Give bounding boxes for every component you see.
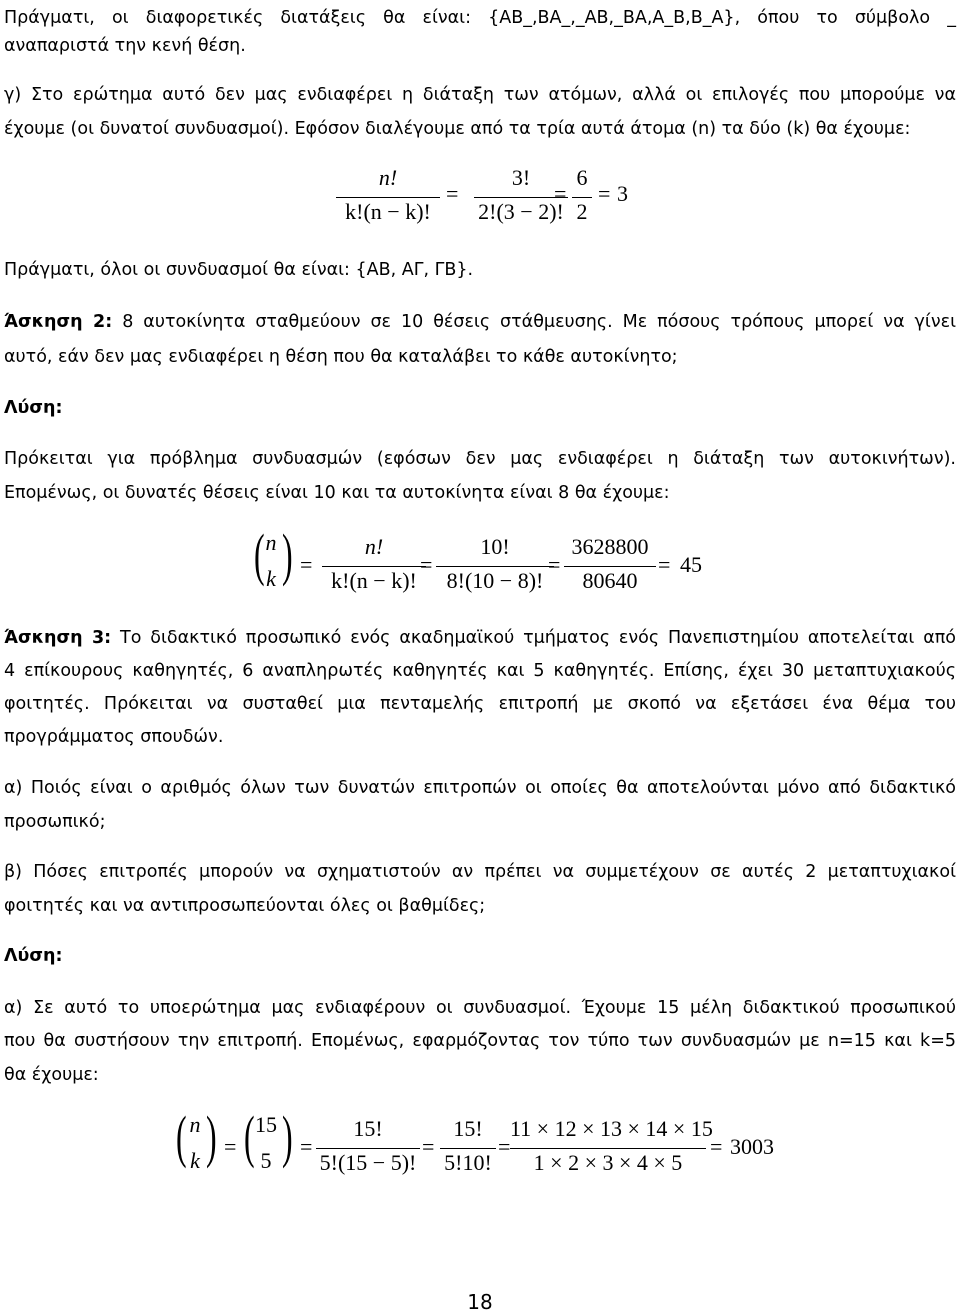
text-line: φοιτητές και να αντιπροσωπεύονται όλες οι βαθμίδες; [4,896,486,916]
result: 3003 [730,1134,774,1159]
solution-heading: Λύση: [4,946,63,966]
text-line: α) Ποιός είναι ο αριθμός όλων των δυνατών επιτροπών οι οποίες θα αποτελούνται μόνο από διδακτικό [4,778,956,798]
binom-bottom: 5 [260,1148,272,1173]
fraction [440,1116,496,1186]
equals-sign: = [224,1134,237,1159]
text-line: έχουμε (οι δυνατοί συνδυασμοί). Εφόσον διαλέγουμε από τα τρία αυτά άτομα (n) τα δύο (k) θα έχουμε: [4,119,911,139]
binom-top: 15 [255,1112,277,1137]
fraction-bar [510,1148,706,1149]
paren-left: ( [254,522,265,587]
text-line: Επομένως, οι δυνατές θέσεις είναι 10 και τα αυτοκίνητα είναι 8 θα έχουμε: [4,483,670,503]
numerator: 15! [453,1116,483,1141]
text-line: α) Σε αυτό το υποερώτημα μας ενδιαφέρουν οι συνδυασμοί. Έχουμε 15 μέλη διδακτικού προσωπικού [4,998,956,1018]
text-line: θα έχουμε: [4,1065,99,1085]
numerator: 10! [480,534,510,559]
result: 3 [617,181,628,206]
text-line: που θα συστήσουν την επιτροπή. Επομένως, εφαρμόζοντας τον τύπο των συνδυασμών με n=15 και k=5 [4,1031,956,1051]
exercise-title: Άσκηση 2: [4,312,113,332]
fraction-bar [322,566,426,567]
numerator: 3628800 [571,534,649,559]
equals-sign: = [658,552,671,577]
fraction-bar [440,1148,496,1149]
exercise-text: 8 αυτοκίνητα σταθμεύουν σε 10 θέσεις στάθμευσης. Με πόσους τρόπους μπορεί να γίνει [112,312,956,332]
numerator: 15! [353,1116,383,1141]
page-number: 18 [467,1290,493,1314]
fraction [572,165,592,235]
denominator: 5!(15 − 5)! [319,1150,417,1175]
text-line: προσωπικό; [4,812,106,832]
binomial [264,530,278,592]
text-line: γ) Στο ερώτημα αυτό δεν μας ενδιαφέρει η διάταξη των ατόμων, αλλά οι επιλογές που μπορούμε να [4,85,956,105]
fraction-bar [316,1148,420,1149]
text-line: Πράγματι, όλοι οι συνδυασμοί θα είναι: {ΑΒ, ΑΓ, ΓΒ}. [4,260,474,280]
equals-sign: = [710,1134,723,1159]
text-line: προγράμματος σπουδών. [4,727,224,747]
text-line: β) Πόσες επιτροπές μπορούν να σχηματιστούν αν πρέπει να συμμετέχουν σε αυτές 2 μεταπτυχιακοί [4,862,956,882]
text-line: αυτό, εάν δεν μας ενδιαφέρει η θέση που θα καταλάβει το κάθε αυτοκίνητο; [4,347,678,367]
equals-sign: = [498,1134,511,1159]
fraction-bar [572,197,592,198]
denominator: 5!10! [444,1150,492,1175]
paren-right: ) [282,1104,293,1169]
fraction [564,534,656,604]
equals-sign: = [300,552,313,577]
equals-sign: = [420,552,433,577]
denominator: k!(n − k)! [345,199,431,224]
numerator: 11 × 12 × 13 × 14 × 15 [510,1116,713,1141]
text-line: 4 επίκουρους καθηγητές, 6 αναπληρωτές καθηγητές και 5 καθηγητές. Επίσης, έχει 30 μεταπτυχιακούς [4,661,956,681]
denominator: 2 [576,199,588,224]
paren-left: ( [176,1104,187,1169]
denominator: 8!(10 − 8)! [446,568,544,593]
paren-right: ) [282,522,293,587]
binom-bottom: k [266,566,276,591]
numerator: 6 [576,165,588,190]
text-line: αναπαριστά την κενή θέση. [4,36,246,56]
binom-top: n [189,1112,201,1137]
fraction [316,1116,420,1186]
denominator: k!(n − k)! [331,568,417,593]
equals-sign: = [554,181,567,206]
numerator: n! [364,534,384,559]
equals-sign: = [598,181,611,206]
fraction-bar [336,197,440,198]
numerator: 3! [511,165,531,190]
fraction-bar [436,566,554,567]
text-line: φοιτητές. Πρόκειται να συσταθεί μια πενταμελής επιτροπή με σκοπό να εξετάσει ένα θέμα του [4,694,956,714]
result: 45 [680,552,702,577]
binom-top: n [265,530,277,555]
text-line: Πρόκειται για πρόβλημα συνδυασμών (εφόσων δεν μας ενδιαφέρει η διάταξη των αυτοκινήτων). [4,449,956,469]
binomial [188,1112,202,1174]
exercise-text: Το διδακτικό προσωπικό ενός ακαδημαϊκού τμήματος ενός Πανεπιστημίου αποτελείται από [111,628,956,648]
fraction [322,534,426,604]
fraction [336,165,440,235]
exercise-2-line [4,306,956,339]
denominator: 2!(3 − 2)! [478,199,564,224]
fraction [436,534,554,604]
equals-sign: = [422,1134,435,1159]
equals-sign: = [446,181,459,206]
equals-sign: = [300,1134,313,1159]
equals-sign: = [548,552,561,577]
exercise-3-line [4,622,956,655]
solution-heading: Λύση: [4,398,63,418]
fraction-bar [564,566,656,567]
fraction [510,1116,713,1186]
paren-right: ) [206,1104,217,1169]
denominator: 1 × 2 × 3 × 4 × 5 [533,1150,683,1175]
binomial [254,1112,278,1174]
text-line: Πράγματι, οι διαφορετικές διατάξεις θα είναι: {ΑΒ_,ΒΑ_,_ΑΒ,_ΒΑ,Α_Β,Β_Α}, όπου το σύμβολο _ [4,8,956,28]
exercise-title: Άσκηση 3: [4,628,112,648]
denominator: 80640 [582,568,638,593]
numerator: n! [378,165,398,190]
binom-bottom: k [190,1148,200,1173]
paren-left: ( [244,1104,255,1169]
